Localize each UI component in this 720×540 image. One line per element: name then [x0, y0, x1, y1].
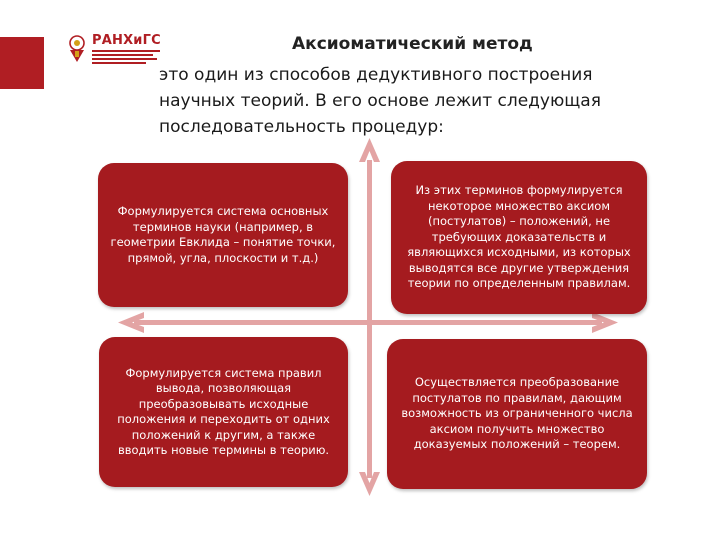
step-text: Осуществляется преобразование постулатов по правилам, дающим возможность из ограниченного числа аксиом получить множество доказуемых положений – теорем.: [401, 375, 633, 452]
intro-line: последовательность процедур:: [159, 117, 444, 137]
step-box-terms: [98, 163, 348, 307]
intro-line: научных теорий. В его основе лежит следующая: [159, 91, 601, 111]
horizontal-arrow-shaft: [134, 320, 602, 325]
intro-line: это один из способов дедуктивного построения: [159, 65, 593, 85]
slide-title: Аксиоматический метод: [292, 34, 533, 54]
step-text: Формулируется система правил вывода, позволяющая преобразовывать исходные положения и переходить от одних положений к другим, а также вводить новые термины в теорию.: [117, 365, 330, 457]
step-box-inference-rules: [99, 337, 348, 487]
step-box-axioms: [391, 161, 647, 314]
arrow-head-up-icon: [359, 138, 380, 162]
step-box-theorems: [387, 339, 647, 489]
step-text: Формулируется система основных терминов науки (например, в геометрии Евклида – понятие точки, прямой, угла, плоскости и т.д.): [110, 204, 336, 265]
logo-text: РАНХиГС: [92, 33, 161, 48]
vertical-arrow-shaft: [367, 160, 372, 478]
step-text: Из этих терминов формулируется некоторое множество аксиом (постулатов) – положений, не требующих доказательств и являющихся исходными, из которых выводятся все другие утверждения теории по определенным правилам.: [407, 183, 631, 291]
